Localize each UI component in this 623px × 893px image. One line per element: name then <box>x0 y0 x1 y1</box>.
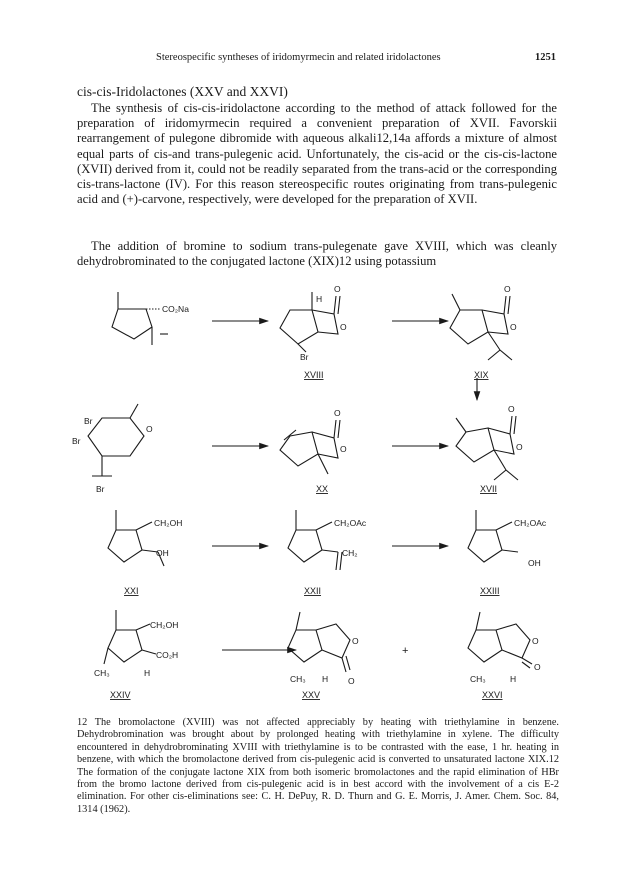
label-ch2oh-xxiv: CH₂OH <box>150 620 179 630</box>
label-h-xxv: H <box>322 674 329 684</box>
compound-xxiii: XXIII <box>480 586 500 596</box>
label-h-xxvi: H <box>510 674 517 684</box>
compound-xx: XX <box>316 484 329 494</box>
page-number: 1251 <box>535 52 556 63</box>
label-br-1: Br <box>84 416 93 426</box>
label-o-ring-xviii: O <box>340 322 347 332</box>
paragraph-1: The synthesis of cis-cis-iridolactone according to the method of attack followed for the preparation of iridomyrmecin required a convenient preparation of XVII. Favorskii rearrangement of pulegone dibromide with aqueous alkali12,14a affords a mixture of almost equal parts of cis-and trans-pulegenic acid. Unfortunately, the cis-acid or the cis-cis-lactone (XVII) derived from it, could not be readily separated from the trans-acid or the corresponding cis-trans-lactone (IV). For this reason stereospecific routes originating from trans-pulegenic acid and (+)-carvone, respectively, were developed for the preparation of XVII. <box>77 101 557 207</box>
label-oh-xxi: OH <box>156 548 169 558</box>
compound-xviii: XVIII <box>304 370 324 380</box>
label-br-2: Br <box>72 436 81 446</box>
label-o-xvii: O <box>508 404 515 414</box>
plus-sign: + <box>402 645 409 657</box>
label-ch2oac-xxii: CH₂OAc <box>334 518 367 528</box>
compound-xix: XIX <box>474 370 489 380</box>
label-o-xix: O <box>504 284 511 294</box>
label-o-carbonyl-xxvi: O <box>534 662 541 672</box>
label-o-dibromide: O <box>146 424 153 434</box>
label-co2h-xxiv: CO₂H <box>156 650 179 660</box>
label-ch2oac-xxiii: CH₂OAc <box>514 518 547 528</box>
label-o-xx: O <box>334 408 341 418</box>
label-ch2oh-xxi: CH₂OH <box>154 518 183 528</box>
compound-xxiv: XXIV <box>110 690 131 700</box>
label-ch3-xxv: CH₃ <box>290 674 306 684</box>
reaction-scheme <box>0 270 623 710</box>
paragraph-2: The addition of bromine to sodium trans-pulegenate gave XVIII, which was cleanly dehydrobrominated to the conjugated lactone (XIX)12 using potassium <box>77 239 557 269</box>
label-ch3-xxvi: CH₃ <box>470 674 486 684</box>
label-o-ring-xx: O <box>340 444 347 454</box>
compound-xvii: XVII <box>480 484 498 494</box>
label-co2na: CO₂Na <box>162 304 189 314</box>
label-h-xxiv: H <box>144 668 151 678</box>
label-oh-xxiii: OH <box>528 558 541 568</box>
running-title: Stereospecific syntheses of iridomyrmecin and related iridolactones <box>156 52 441 63</box>
label-br-3: Br <box>96 484 105 494</box>
label-br-xviii: Br <box>300 352 309 362</box>
label-o-ring-xix: O <box>510 322 517 332</box>
label-o-xxvi: O <box>532 636 539 646</box>
footnote: 12 The bromolactone (XVIII) was not affected appreciably by heating with triethylamine in benzene. Dehydrobromination was brought about by prolonged heating with triethylamine in xylene. The difficulty encountered in dehydrobrominating XVIII with triethylamine is to be contrasted with the ease, 1 hr. heating in benzene, with which the bromolactone derived from cis-pulegenic acid is converted to unsaturated lactone XIX.12 The formation of the conjugate lactone XIX from both isomeric bromolactones and the rapid elimination of HBr from the bromo lactone derived from cis-pulegenic acid is in best accord with the involvement of a cis E-2 elimination. For other cis-eliminations see: C. H. DePuy, R. D. Thurn and G. E. Morris, J. Amer. Chem. Soc. 84, 1314 (1962). <box>77 717 559 815</box>
label-ch2-xxii: CH₂ <box>342 548 358 558</box>
label-o-carbonyl-xxv: O <box>348 676 355 686</box>
label-ch3-xxiv: CH₃ <box>94 668 110 678</box>
label-h-xviii: H <box>316 294 323 304</box>
compound-xxvi: XXVI <box>482 690 503 700</box>
running-header <box>70 52 556 68</box>
compound-xxv: XXV <box>302 690 321 700</box>
section-heading: cis-cis-Iridolactones (XXV and XXVI) <box>77 84 288 99</box>
compound-xxi: XXI <box>124 586 139 596</box>
label-o-xxv: O <box>352 636 359 646</box>
label-o-ring-xvii: O <box>516 442 523 452</box>
compound-xxii: XXII <box>304 586 322 596</box>
label-o-xviii: O <box>334 284 341 294</box>
